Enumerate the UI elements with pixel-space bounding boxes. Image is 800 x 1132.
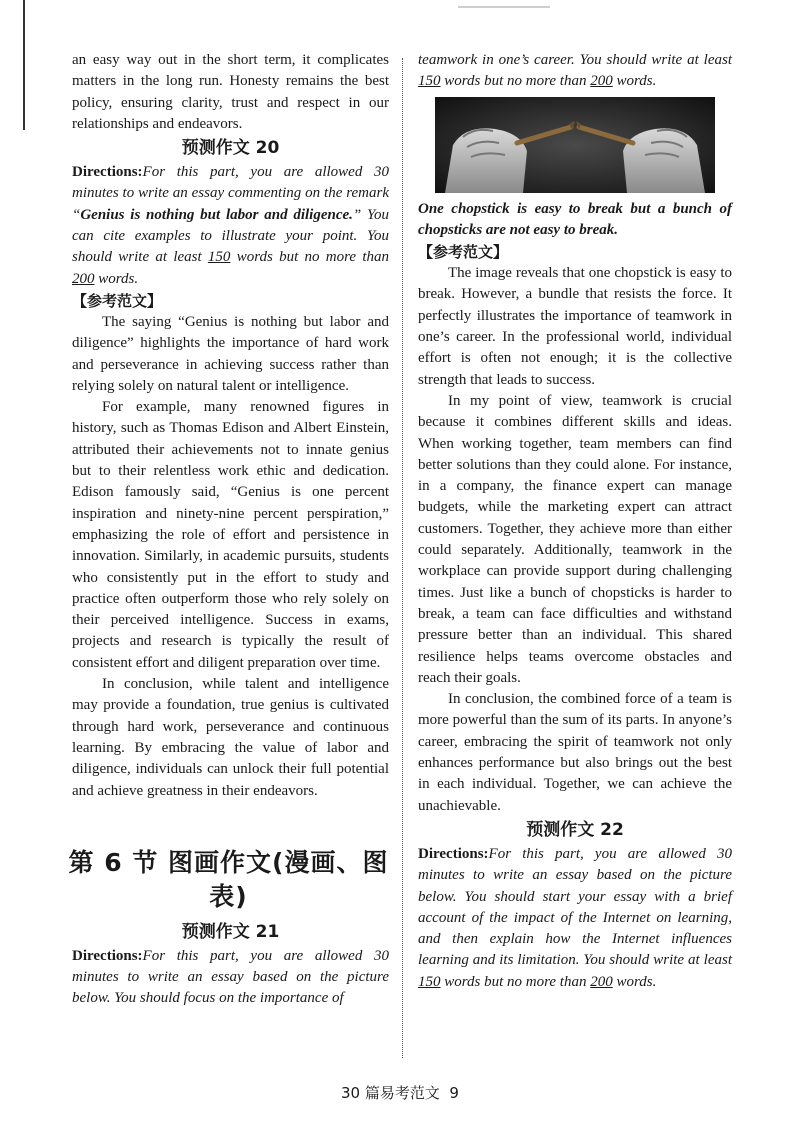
essay20-heading: 预测作文 20 bbox=[181, 138, 280, 159]
max-words: 200 bbox=[590, 973, 613, 990]
chopstick-photo bbox=[435, 97, 715, 193]
essay21-directions-continued: teamwork in one’s career. You should write at least 150 words but no more than 200 words. bbox=[418, 52, 732, 90]
essay21-paragraph-1: The image reveals that one chopstick is easy to break. However, a bundle that resists the force. It perfectly illustrates the importance of teamwork in one’s career. In the professional world, individual effort is often not enough; it is the collective strength that leads to success. bbox=[418, 265, 732, 388]
intro-paragraph: an easy way out in the short term, it complicates matters in the long run. Honesty remains the best policy, ensuring clarity, trust and respect in our relationships and endeavors. bbox=[72, 52, 389, 132]
column-divider bbox=[402, 58, 403, 1058]
book-title: 30 篇易考范文 bbox=[341, 1084, 440, 1102]
essay21-paragraph-2: In my point of view, teamwork is crucial because it combines different skills and ideas. When working together, team members can find better solutions than they could alone. For instance, in a company, the finance expert can manage budgets, while the marketing expert can attract customers. Together, they achieve more than either could separately. Additionally, teamwork in the workplace can provide support during challenging times. Just like a bunch of chopsticks is harder to break, a team can face difficulties and withstand pressure better than an individual. This shared resilience helps teams overcome obstacles and reach their goals. bbox=[418, 392, 732, 686]
min-words: 150 bbox=[418, 73, 441, 90]
essay21-directions: Directions:For this part, you are allowed 30 minutes to write an essay based on the picture below. You should focus on the importance of bbox=[72, 947, 389, 1007]
essay20-paragraph-1: The saying “Genius is nothing but labor and diligence” highlights the importance of hard work and perseverance in achieving success rather than relying solely on natural talent or intelligence. bbox=[72, 313, 389, 394]
page-number: 9 bbox=[449, 1084, 459, 1102]
left-column bbox=[68, 50, 389, 1010]
min-words: 150 bbox=[207, 249, 231, 266]
directions-label: Directions: bbox=[72, 164, 143, 181]
right-column bbox=[418, 50, 732, 993]
margin-rule bbox=[23, 0, 25, 130]
photo-caption: One chopstick is easy to break but a bunch of chopsticks are not easy to break. bbox=[418, 200, 732, 238]
top-rule bbox=[458, 6, 550, 8]
essay21-heading: 预测作文 21 bbox=[181, 921, 280, 942]
essay20-directions: Directions:For this part, you are allowed 30 minutes to write an essay commenting on the remark “Genius is nothing but labor and diligence.” You can cite examples to illustrate your point. You should write at least 150 words but no more than 200 words. bbox=[72, 164, 389, 287]
essay20-quote: Genius is nothing but labor and diligence. bbox=[80, 206, 353, 223]
section-title: 第 6 节 图画作文(漫画、图表) bbox=[68, 847, 389, 911]
essay20-paragraph-2: For example, many renowned figures in history, such as Thomas Edison and Albert Einstein, attributed their achievements not to innate genius but to their relentless work ethic and dedication. Edison famously said, “Genius is one percent inspiration and ninety-nine percent perspiration,” emphasizing the role of effort and persistence in innovation. Similarly, in academic pursuits, students who consistently put in the effort to study and practice often outperform those who rely solely on their perceived intelligence. Success in exams, projects and research is typically the result of consistent effort and diligent preparation over time. bbox=[72, 399, 389, 671]
min-words: 150 bbox=[418, 973, 441, 990]
essay20-reference-label: 【参考范文】 bbox=[72, 291, 163, 310]
essay22-heading: 预测作文 22 bbox=[526, 819, 624, 840]
essay22-directions: Directions:For this part, you are allowed 30 minutes to write an essay based on the picture below. You should start your essay with a brief account of the impact of the Internet on learning, and then explain how the Internet influences learning and its limitation. You should write at least 150 words but no more than 200 words. bbox=[418, 845, 732, 990]
essay21-reference-label: 【参考范文】 bbox=[418, 243, 509, 262]
max-words: 200 bbox=[72, 270, 95, 287]
essay21-paragraph-3: In conclusion, the combined force of a team is more powerful than the sum of its parts. In anyone’s career, embracing the spirit of teamwork not only enhances performance but also brings out the best in each individual. Together, we can achieve the unachievable. bbox=[418, 691, 732, 814]
max-words: 200 bbox=[590, 73, 613, 90]
essay20-paragraph-3: In conclusion, while talent and intelligence may provide a foundation, true genius is cultivated through hard work, perseverance and continuous learning. By embracing the value of labor and diligence, individuals can unlock their full potential and achieve greatness in their endeavors. bbox=[72, 676, 389, 799]
page-footer bbox=[0, 1082, 800, 1103]
